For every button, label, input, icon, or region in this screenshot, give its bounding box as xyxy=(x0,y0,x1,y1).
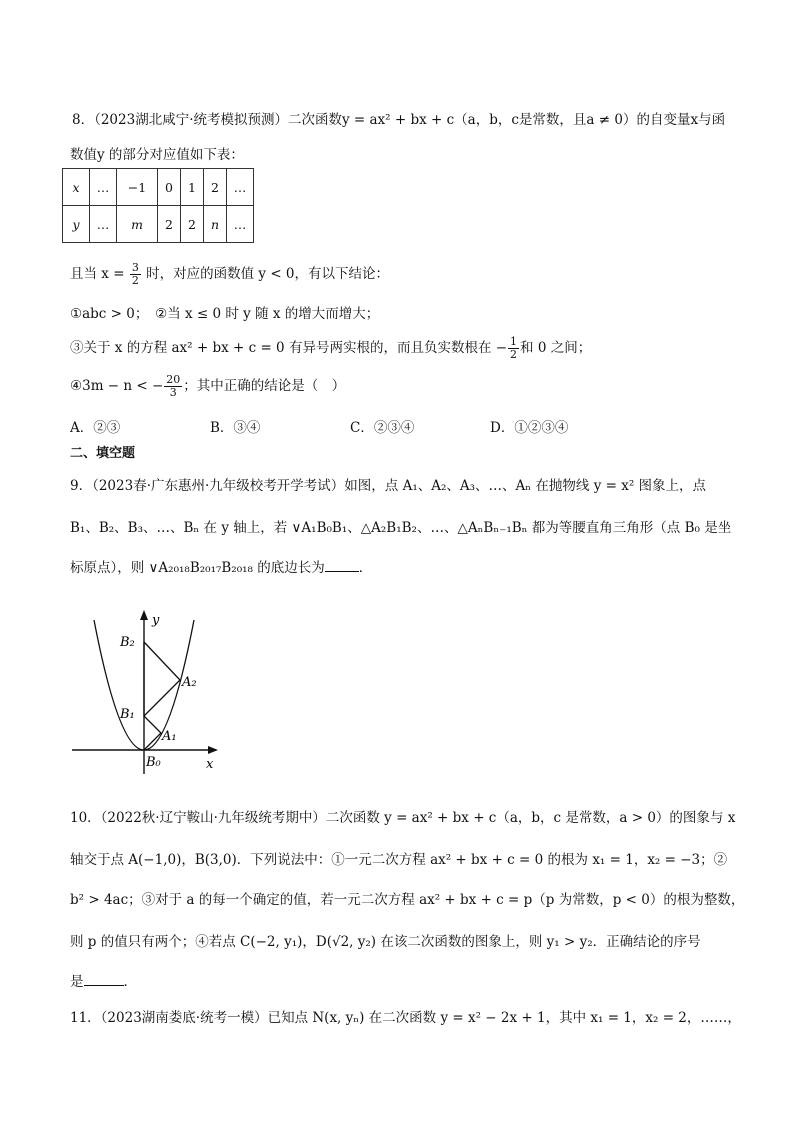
q8-line2: 数值y 的部分对应值如下表： xyxy=(70,147,244,163)
label-b0: B₀ xyxy=(146,755,161,770)
denominator: 3 xyxy=(169,386,177,399)
parabola-figure xyxy=(68,608,268,778)
option-c: C．②③④ xyxy=(350,420,415,436)
fraction xyxy=(130,262,141,287)
table-cell: … xyxy=(90,206,117,243)
option-a: A．②③ xyxy=(70,420,121,436)
table-cell: 1 xyxy=(181,169,204,206)
triangle-2 xyxy=(144,642,180,716)
axis-x-label: x xyxy=(206,757,214,772)
q10-line4: 则 p 的值只有两个；④若点 C(−2, y₁)，D(√2, y₂) 在该二次函数的图象上，则 y₁ > y₂．正确结论的序号 xyxy=(70,934,701,950)
table-cell: … xyxy=(227,206,254,243)
q8-condition xyxy=(70,262,389,287)
q10-line3: b² > 4ac；③对于 a 的每一个确定的值，若一元二次方程 ax² + bx + c = p（p 为常数，p < 0）的根为整数， xyxy=(70,892,745,908)
q8-conclusion-4 xyxy=(70,374,345,399)
q9-line1: 9．（2023春·广东惠州·九年级校考开学考试）如图，点 A₁、A₂、A₃、…、Aₙ 在抛物线 y = x² 图象上，点 xyxy=(70,478,707,494)
c3-pre: ③关于 x 的方程 ax² + bx + c = 0 有异号两实根的，而且负实数根在 − xyxy=(70,340,508,356)
q8-conclusion-3 xyxy=(70,336,591,361)
q11-line1: 11．（2023湖南娄底·统考一模）已知点 N(x, yₙ) 在二次函数 y = x² − 2x + 1，其中 x₁ = 1，x₂ = 2，……， xyxy=(70,1010,741,1026)
q10-line1: 10．（2022秋·辽宁鞍山·九年级统考期中）二次函数 y = ax² + bx + c（a，b，c 是常数，a > 0）的图象与 x xyxy=(70,810,736,826)
section-heading: 二、填空题 xyxy=(70,446,136,461)
cond-post: 时，对应的函数值 y < 0，有以下结论： xyxy=(146,266,390,282)
table-cell: 2 xyxy=(158,206,181,243)
fraction xyxy=(508,336,519,361)
table-cell: −1 xyxy=(117,169,158,206)
table-cell: n xyxy=(204,206,227,243)
c4-pre: ④3m − n < − xyxy=(70,378,164,394)
table-cell: 2 xyxy=(204,169,227,206)
table-cell: m xyxy=(117,206,158,243)
denominator: 2 xyxy=(131,274,139,287)
table-cell: 2 xyxy=(181,206,204,243)
table-row xyxy=(63,206,254,243)
table-cell: … xyxy=(227,169,254,206)
q9-line2: B₁、B₂、B₃、…、Bₙ 在 y 轴上，若 ∨A₁B₀B₁、△A₂B₁B₂、…、△AₙBₙ₋₁Bₙ 都为等腰直角三角形（点 B₀ 是坐 xyxy=(70,520,732,536)
q8-line1: 8．（2023湖北咸宁·统考模拟预测）二次函数y = ax² + bx + c（a，b，c是常数，且a ≠ 0）的自变量x与函 xyxy=(72,112,726,128)
option-b: B．③④ xyxy=(210,420,261,436)
numerator: 20 xyxy=(166,373,181,386)
cond-pre: 且当 x = xyxy=(70,266,125,282)
triangle-1 xyxy=(144,716,161,750)
q10-line2: 轴交于点 A(−1,0)，B(3,0)．下列说法中：①一元二次方程 ax² + bx + c = 0 的根为 x₁ = 1，x₂ = −3；② xyxy=(70,852,728,868)
q10-line5-end: ． xyxy=(123,974,137,990)
q9-line3-end: ． xyxy=(358,560,373,576)
table-cell: y xyxy=(63,206,90,243)
c3-post: 和 0 之间； xyxy=(520,340,592,356)
q9-line3 xyxy=(70,556,372,576)
label-b1: B₁ xyxy=(120,707,135,722)
q10-line5-text: 是 xyxy=(70,974,84,990)
value-table xyxy=(62,168,254,243)
c4-post: ；其中正确的结论是（ ） xyxy=(183,378,346,394)
table-cell: … xyxy=(90,169,117,206)
denominator: 2 xyxy=(510,348,518,361)
numerator: 3 xyxy=(131,261,139,274)
answer-blank xyxy=(325,559,359,572)
table-cell: 0 xyxy=(158,169,181,206)
answer-blank xyxy=(84,973,124,986)
label-b2: B₂ xyxy=(120,635,135,650)
q8-conclusion-1-2: ①abc > 0； ②当 x ≤ 0 时 y 随 x 的增大而增大； xyxy=(70,306,380,322)
table-row xyxy=(63,169,254,206)
q9-line3-text: 标原点），则 ∨A₂₀₁₈B₂₀₁₇B₂₀₁₈ 的底边长为 xyxy=(70,560,325,576)
fraction xyxy=(164,374,182,399)
label-a2: A₂ xyxy=(182,675,197,690)
axis-y-label: y xyxy=(152,613,160,628)
numerator: 1 xyxy=(510,335,518,348)
table-cell: x xyxy=(63,169,90,206)
option-d: D．①②③④ xyxy=(490,420,569,436)
label-a1: A₁ xyxy=(162,729,177,744)
q10-line5 xyxy=(70,970,137,990)
